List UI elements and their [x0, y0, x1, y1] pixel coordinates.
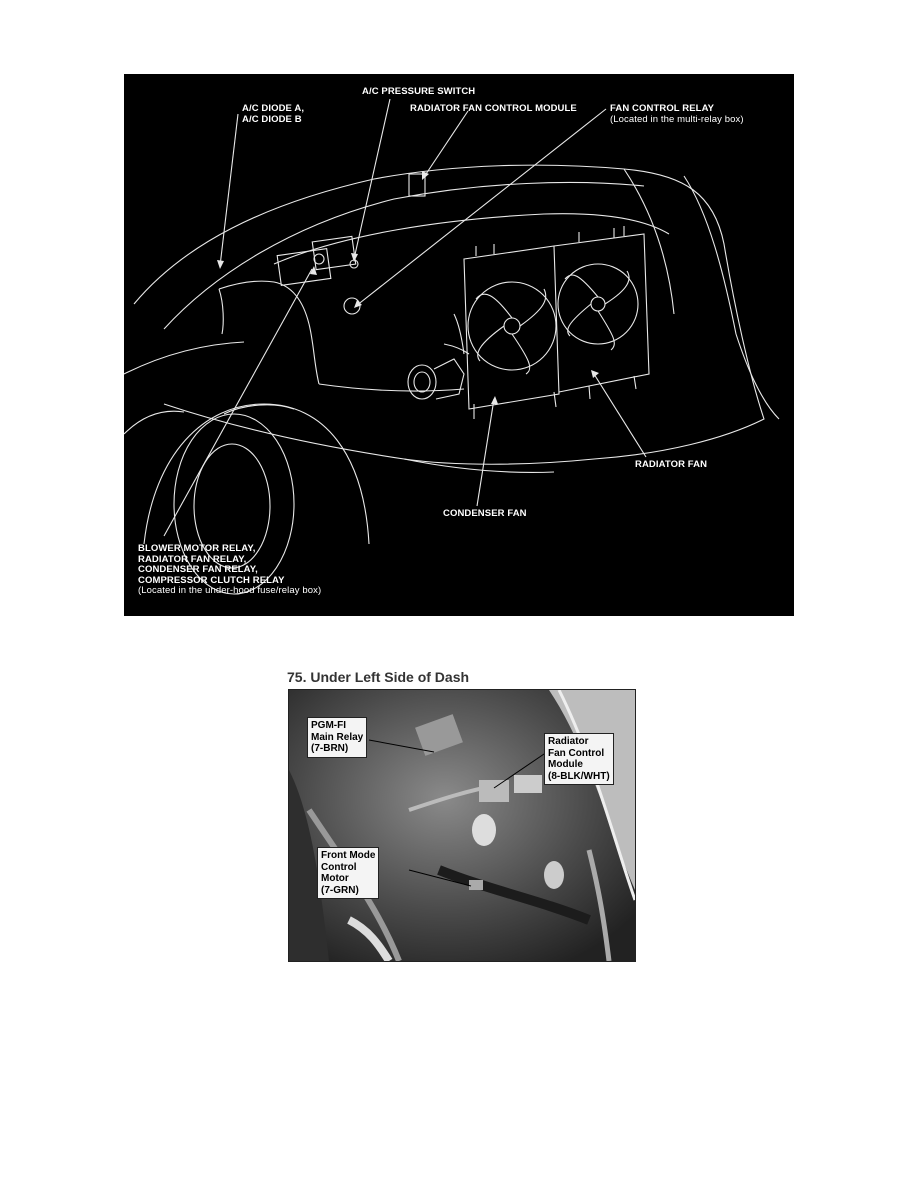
label-relay-group: [138, 544, 321, 597]
label-relay-line: CONDENSER FAN RELAY,: [138, 564, 258, 575]
label-condenser-fan: CONDENSER FAN: [443, 508, 527, 519]
callout-front-mode-control-motor: [317, 847, 379, 899]
label-ac-diode-b: A/C DIODE B: [242, 113, 302, 125]
callout-line: Radiator: [548, 736, 589, 747]
callout-line: (7-BRN): [311, 743, 349, 754]
label-relay-line: COMPRESSOR CLUTCH RELAY: [138, 574, 285, 586]
under-dash-photo: [288, 689, 636, 962]
label-relay-line: RADIATOR FAN RELAY,: [138, 553, 247, 565]
label-radiator-fan: RADIATOR FAN: [635, 459, 708, 470]
label-fan-control-relay-title: FAN CONTROL RELAY: [610, 103, 715, 114]
callout-radiator-fan-control-module: [544, 733, 614, 785]
callout-line: Main Relay: [311, 731, 364, 743]
figure-title: 75. Under Left Side of Dash: [287, 669, 470, 685]
callout-line: Fan Control: [548, 747, 605, 759]
callout-line: Control: [321, 861, 357, 873]
label-fan-control-relay: [610, 104, 744, 125]
label-ac-pressure-switch: A/C PRESSURE SWITCH: [362, 86, 476, 97]
vehicle-line-drawing: [124, 74, 794, 616]
component-location-diagram: [124, 74, 794, 616]
label-ac-diode-a: A/C DIODE A,: [242, 103, 305, 114]
callout-pgm-fi-main-relay: [307, 717, 367, 758]
callout-line: (7-GRN): [321, 884, 359, 896]
callout-line: Motor: [321, 873, 349, 884]
label-ac-diodes: [242, 104, 304, 125]
label-relay-line: BLOWER MOTOR RELAY,: [138, 543, 256, 554]
label-fan-control-relay-note: (Located in the multi-relay box): [610, 113, 744, 125]
label-radiator-fan-control-module: RADIATOR FAN CONTROL MODULE: [410, 103, 577, 114]
callout-line: Module: [548, 759, 583, 770]
callout-line: (8-BLK/WHT): [548, 770, 610, 782]
label-relay-note: (Located in the under-hood fuse/relay box): [138, 585, 322, 596]
callout-line: Front Mode: [321, 850, 376, 861]
callout-line: PGM-FI: [311, 720, 346, 731]
